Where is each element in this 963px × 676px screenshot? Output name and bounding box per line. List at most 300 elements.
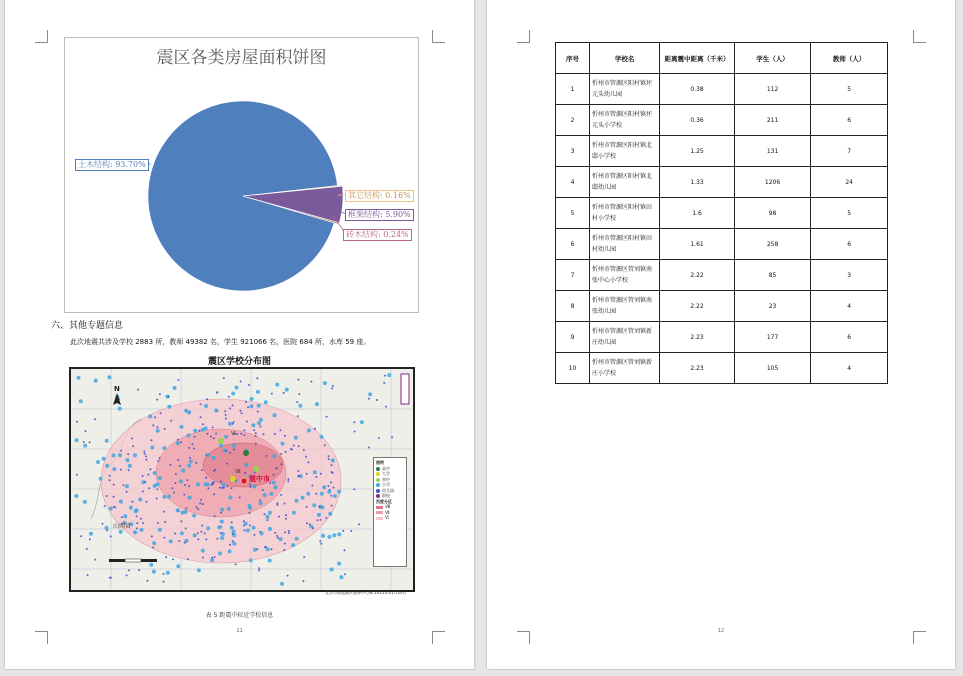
col-header: 教师（人） bbox=[811, 43, 888, 74]
table-cell: 6 bbox=[556, 229, 590, 260]
school-marker bbox=[107, 375, 111, 379]
school-marker bbox=[259, 501, 263, 505]
school-marker bbox=[163, 581, 165, 583]
school-marker bbox=[118, 453, 122, 457]
page-number: 11 bbox=[236, 628, 243, 634]
school-marker bbox=[201, 549, 205, 553]
school-marker bbox=[214, 469, 216, 471]
table-row bbox=[556, 260, 888, 291]
school-marker bbox=[385, 406, 387, 408]
school-marker bbox=[246, 528, 250, 532]
school-marker bbox=[147, 580, 149, 582]
school-marker bbox=[291, 543, 295, 547]
legend-item: 幼儿园 bbox=[376, 488, 404, 494]
school-marker bbox=[125, 484, 129, 488]
school-marker bbox=[275, 467, 277, 469]
school-marker bbox=[240, 380, 242, 382]
school-marker bbox=[256, 548, 258, 550]
legend-swatch bbox=[376, 517, 383, 520]
school-marker bbox=[283, 392, 285, 394]
school-marker bbox=[159, 457, 161, 459]
school-marker bbox=[134, 509, 138, 513]
school-marker bbox=[102, 523, 104, 525]
school-marker bbox=[163, 573, 165, 575]
school-marker bbox=[170, 420, 172, 422]
school-marker bbox=[193, 533, 197, 537]
map-province-label: 山西省 bbox=[113, 523, 132, 530]
school-marker bbox=[128, 469, 130, 471]
pie-chart[interactable] bbox=[64, 37, 419, 313]
school-name-cell: 忻州市管源区阳村镇北邸幼儿园 bbox=[590, 167, 660, 198]
school-marker bbox=[332, 533, 336, 537]
school-marker bbox=[330, 495, 332, 497]
legend-item: 初中 bbox=[376, 477, 404, 483]
legend-swatch bbox=[376, 494, 380, 498]
map-city-label: 震中市 bbox=[249, 475, 270, 483]
school-marker bbox=[150, 446, 154, 450]
school-marker bbox=[272, 481, 276, 485]
school-marker bbox=[284, 435, 286, 437]
table-caption: 表 5 距震中较近学校信息 bbox=[205, 612, 274, 619]
legend-zone: Ⅵ bbox=[376, 515, 404, 521]
school-marker bbox=[155, 482, 159, 486]
school-marker bbox=[146, 501, 148, 503]
school-name-cell: 忻州市管源区阳村镇田村幼儿园 bbox=[590, 229, 660, 260]
school-marker bbox=[328, 512, 332, 516]
school-marker bbox=[256, 390, 260, 394]
school-marker bbox=[163, 511, 165, 513]
school-marker bbox=[231, 392, 235, 396]
school-marker bbox=[350, 530, 352, 532]
school-marker bbox=[121, 516, 123, 518]
school-marker bbox=[152, 547, 154, 549]
school-marker bbox=[177, 379, 179, 381]
school-marker bbox=[184, 484, 186, 486]
school-marker bbox=[274, 532, 276, 534]
school-marker bbox=[156, 429, 160, 433]
school-marker bbox=[220, 536, 224, 540]
school-marker bbox=[383, 382, 385, 384]
table-cell: 112 bbox=[734, 74, 811, 105]
school-marker bbox=[320, 435, 324, 439]
school-marker bbox=[179, 479, 183, 483]
school-marker bbox=[224, 435, 228, 439]
school-marker bbox=[184, 409, 188, 413]
table-row bbox=[556, 353, 888, 384]
school-marker bbox=[331, 387, 333, 389]
school-marker bbox=[213, 493, 215, 495]
school-marker bbox=[123, 484, 125, 486]
school-marker bbox=[89, 538, 91, 540]
school-marker bbox=[126, 491, 128, 493]
school-marker bbox=[264, 400, 268, 404]
school-marker bbox=[243, 520, 245, 522]
school-marker bbox=[204, 426, 208, 430]
school-marker bbox=[188, 496, 192, 500]
school-marker bbox=[157, 426, 159, 428]
school-marker bbox=[232, 530, 236, 534]
school-marker bbox=[309, 523, 311, 525]
school-marker bbox=[168, 396, 170, 398]
school-name-cell: 忻州市管源区管刘镇南张中心小学校 bbox=[590, 260, 660, 291]
school-marker bbox=[194, 436, 196, 438]
school-marker bbox=[224, 410, 226, 412]
school-marker bbox=[186, 479, 188, 481]
school-marker bbox=[192, 514, 196, 518]
school-marker bbox=[291, 449, 293, 451]
school-marker bbox=[164, 521, 166, 523]
school-marker bbox=[178, 540, 180, 542]
school-marker bbox=[232, 540, 234, 542]
school-marker bbox=[189, 460, 193, 464]
school-table bbox=[555, 42, 888, 384]
school-marker bbox=[109, 507, 113, 511]
school-marker bbox=[292, 511, 296, 515]
school-marker bbox=[268, 559, 272, 563]
school-marker bbox=[198, 430, 200, 432]
school-marker bbox=[74, 494, 78, 498]
school-marker bbox=[319, 540, 321, 542]
school-marker bbox=[151, 535, 153, 537]
legend-swatch bbox=[376, 511, 383, 514]
school-marker bbox=[193, 429, 197, 433]
school-marker bbox=[126, 574, 128, 576]
col-header: 学生（人） bbox=[734, 43, 811, 74]
school-marker bbox=[193, 448, 195, 450]
school-marker bbox=[232, 542, 236, 546]
section-heading: 六、其他专题信息 bbox=[51, 321, 124, 331]
school-marker bbox=[331, 505, 333, 507]
school-marker bbox=[156, 399, 158, 401]
school-marker bbox=[151, 439, 153, 441]
school-marker bbox=[112, 467, 116, 471]
school-marker bbox=[323, 381, 327, 385]
school-marker bbox=[249, 486, 251, 488]
school-marker bbox=[94, 379, 98, 383]
school-marker bbox=[287, 478, 289, 480]
school-marker bbox=[214, 556, 216, 558]
school-marker bbox=[197, 508, 199, 510]
school-name-cell: 忻州市管源区阳村镇北邸小学校 bbox=[590, 136, 660, 167]
school-marker bbox=[206, 526, 210, 530]
school-marker bbox=[307, 461, 309, 463]
chart-title: 震区各类房屋面积饼图 bbox=[156, 48, 327, 68]
school-marker bbox=[212, 456, 216, 460]
school-marker bbox=[126, 458, 130, 462]
school-marker bbox=[113, 484, 115, 486]
school-marker bbox=[164, 428, 166, 430]
school-marker bbox=[89, 532, 93, 536]
school-marker bbox=[293, 445, 295, 447]
school-marker bbox=[147, 474, 149, 476]
school-marker bbox=[236, 433, 238, 435]
school-distribution-map[interactable] bbox=[69, 367, 415, 592]
page-number: 12 bbox=[717, 628, 725, 634]
school-marker bbox=[94, 418, 96, 420]
school-marker bbox=[165, 556, 167, 558]
school-marker bbox=[177, 459, 179, 461]
school-marker bbox=[269, 492, 273, 496]
school-marker bbox=[204, 404, 208, 408]
legend-zone-title: 烈度分区 bbox=[376, 498, 392, 504]
crop-mark bbox=[35, 30, 48, 43]
school-marker bbox=[140, 518, 142, 520]
legend-item: 大学 bbox=[376, 471, 404, 477]
table-cell: 10 bbox=[556, 353, 590, 384]
school-marker bbox=[329, 489, 331, 491]
school-marker bbox=[325, 517, 327, 519]
school-marker bbox=[337, 532, 341, 536]
table-cell: 6 bbox=[811, 322, 888, 353]
school-marker bbox=[127, 453, 129, 455]
school-marker bbox=[244, 522, 248, 526]
school-marker bbox=[142, 475, 144, 477]
school-marker bbox=[354, 431, 356, 433]
school-marker bbox=[87, 574, 89, 576]
crop-mark bbox=[517, 30, 530, 43]
school-marker bbox=[158, 528, 162, 532]
school-marker bbox=[86, 548, 88, 550]
school-marker bbox=[250, 397, 254, 401]
school-marker bbox=[102, 457, 106, 461]
school-marker bbox=[183, 494, 185, 496]
table-cell: 8 bbox=[556, 291, 590, 322]
table-cell: 4 bbox=[811, 353, 888, 384]
school-marker bbox=[186, 434, 190, 438]
school-marker bbox=[105, 464, 109, 468]
school-marker bbox=[263, 433, 265, 435]
school-marker bbox=[213, 437, 215, 439]
school-marker bbox=[144, 481, 146, 483]
school-marker bbox=[337, 562, 341, 566]
col-header: 学校名 bbox=[590, 43, 660, 74]
school-marker bbox=[220, 512, 222, 514]
legend-item: 职校 bbox=[376, 493, 404, 499]
school-marker bbox=[342, 530, 344, 532]
school-marker bbox=[387, 373, 391, 377]
school-marker bbox=[235, 386, 239, 390]
svg-text:Ⅶ: Ⅶ bbox=[235, 469, 241, 475]
school-marker bbox=[226, 485, 228, 487]
school-marker bbox=[132, 445, 134, 447]
school-marker bbox=[391, 436, 393, 438]
school-marker bbox=[253, 466, 259, 472]
school-marker bbox=[205, 538, 207, 540]
school-marker bbox=[229, 452, 231, 454]
school-marker bbox=[273, 413, 277, 417]
school-marker bbox=[320, 473, 322, 475]
table-cell: 1 bbox=[556, 74, 590, 105]
school-marker bbox=[216, 538, 218, 540]
legend-swatch bbox=[376, 506, 383, 509]
school-marker bbox=[295, 537, 299, 541]
school-marker bbox=[119, 530, 123, 534]
school-marker bbox=[158, 476, 162, 480]
school-marker bbox=[206, 453, 210, 457]
school-marker bbox=[232, 423, 234, 425]
table-cell: 7 bbox=[556, 260, 590, 291]
school-marker bbox=[144, 453, 146, 455]
school-marker bbox=[80, 535, 82, 537]
school-marker bbox=[306, 506, 308, 508]
school-marker bbox=[272, 454, 276, 458]
map-footer: 北京市防震减灾服务中心制 2015年01月20日 bbox=[325, 590, 407, 595]
school-marker bbox=[287, 480, 289, 482]
table-cell: 3 bbox=[811, 260, 888, 291]
school-marker bbox=[303, 449, 305, 451]
school-marker bbox=[197, 538, 199, 540]
school-marker bbox=[218, 552, 222, 556]
school-marker bbox=[162, 446, 166, 450]
table-cell: 1.6 bbox=[660, 198, 734, 229]
table-row bbox=[556, 105, 888, 136]
school-marker bbox=[330, 481, 332, 483]
school-marker bbox=[243, 429, 245, 431]
table-row bbox=[556, 322, 888, 353]
school-marker bbox=[131, 438, 133, 440]
school-marker bbox=[264, 513, 266, 515]
school-marker bbox=[283, 549, 285, 551]
school-marker bbox=[173, 492, 175, 494]
table-cell: 0.38 bbox=[660, 74, 734, 105]
school-marker bbox=[133, 453, 137, 457]
table-cell: 24 bbox=[811, 167, 888, 198]
school-marker bbox=[156, 498, 158, 500]
school-marker bbox=[243, 434, 245, 436]
school-marker bbox=[167, 495, 171, 499]
school-marker bbox=[128, 464, 132, 468]
school-marker bbox=[310, 381, 312, 383]
school-marker bbox=[214, 515, 216, 517]
school-marker bbox=[232, 444, 236, 448]
school-marker bbox=[288, 530, 290, 532]
school-marker bbox=[129, 506, 133, 510]
school-marker bbox=[200, 499, 202, 501]
school-marker bbox=[105, 439, 109, 443]
school-marker bbox=[204, 482, 208, 486]
school-marker bbox=[180, 531, 184, 535]
table-cell: 2.22 bbox=[660, 291, 734, 322]
school-marker bbox=[285, 518, 287, 520]
school-marker bbox=[175, 473, 177, 475]
school-marker bbox=[232, 404, 234, 406]
school-marker bbox=[220, 480, 222, 482]
table-header-row bbox=[556, 43, 888, 74]
school-marker bbox=[297, 379, 299, 381]
table-cell: 5 bbox=[811, 198, 888, 229]
school-marker bbox=[184, 542, 186, 544]
school-marker bbox=[202, 557, 204, 559]
school-marker bbox=[235, 563, 237, 565]
svg-text:N: N bbox=[114, 385, 120, 393]
school-marker bbox=[119, 500, 123, 504]
school-marker bbox=[368, 398, 370, 400]
school-marker bbox=[120, 469, 122, 471]
school-marker bbox=[241, 412, 243, 414]
school-marker bbox=[179, 465, 181, 467]
school-marker bbox=[280, 453, 282, 455]
school-marker bbox=[231, 521, 233, 523]
document-page-11 bbox=[5, 0, 474, 669]
school-marker bbox=[120, 450, 122, 452]
table-cell: 258 bbox=[734, 229, 811, 260]
table-cell: 4 bbox=[556, 167, 590, 198]
school-marker bbox=[317, 513, 321, 517]
legend-swatch bbox=[376, 467, 380, 471]
school-marker bbox=[145, 459, 147, 461]
school-marker bbox=[229, 496, 233, 500]
school-marker bbox=[76, 474, 78, 476]
school-marker bbox=[322, 485, 326, 489]
school-marker bbox=[284, 543, 286, 545]
school-marker bbox=[378, 437, 380, 439]
school-marker bbox=[207, 433, 209, 435]
school-marker bbox=[276, 535, 278, 537]
school-marker bbox=[83, 441, 85, 443]
legend-swatch bbox=[376, 472, 380, 476]
school-marker bbox=[105, 526, 109, 530]
school-marker bbox=[296, 401, 298, 403]
school-marker bbox=[180, 441, 182, 443]
school-marker bbox=[266, 515, 270, 519]
school-marker bbox=[281, 442, 285, 446]
school-marker bbox=[159, 393, 161, 395]
school-marker bbox=[253, 429, 255, 431]
school-marker bbox=[298, 393, 300, 395]
table-cell: 177 bbox=[734, 322, 811, 353]
table-row bbox=[556, 291, 888, 322]
school-marker bbox=[201, 469, 203, 471]
school-marker bbox=[148, 414, 152, 418]
school-marker bbox=[255, 432, 257, 434]
school-marker bbox=[311, 485, 313, 487]
school-marker bbox=[218, 438, 224, 444]
school-marker bbox=[106, 529, 108, 531]
school-marker bbox=[239, 410, 241, 412]
school-marker bbox=[247, 406, 249, 408]
school-marker bbox=[330, 567, 334, 571]
school-marker bbox=[253, 548, 257, 552]
crop-mark bbox=[432, 30, 445, 43]
school-marker bbox=[200, 416, 202, 418]
school-marker bbox=[123, 514, 127, 518]
school-name-cell: 忻州市管源区阳村镇田村小学校 bbox=[590, 198, 660, 229]
crop-mark bbox=[913, 30, 926, 43]
school-marker bbox=[214, 408, 218, 412]
school-marker bbox=[252, 423, 256, 427]
school-marker bbox=[248, 384, 250, 386]
school-marker bbox=[297, 470, 299, 472]
school-marker bbox=[188, 447, 190, 449]
school-marker bbox=[260, 531, 264, 535]
school-marker bbox=[264, 546, 266, 548]
school-marker bbox=[142, 522, 144, 524]
school-marker bbox=[297, 415, 299, 417]
legend-swatch bbox=[376, 483, 380, 487]
school-marker bbox=[176, 441, 180, 445]
school-marker bbox=[240, 433, 242, 435]
school-marker bbox=[166, 571, 170, 575]
pie-label-zhuanhun: 框架结构: 5.90% bbox=[345, 209, 414, 221]
school-marker bbox=[197, 532, 199, 534]
table-row bbox=[556, 198, 888, 229]
school-marker bbox=[220, 520, 224, 524]
school-marker bbox=[138, 569, 140, 571]
school-marker bbox=[195, 462, 197, 464]
school-marker bbox=[136, 515, 138, 517]
school-marker bbox=[303, 556, 305, 558]
table-cell: 1.25 bbox=[660, 136, 734, 167]
